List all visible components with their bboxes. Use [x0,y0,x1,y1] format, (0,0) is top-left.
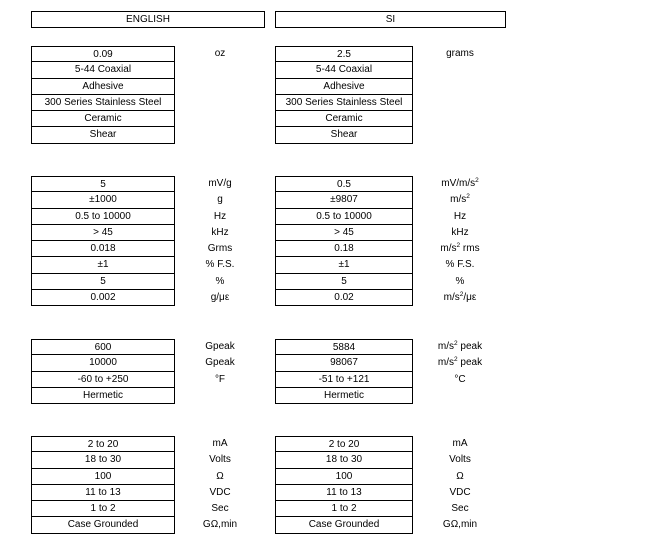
english-unit: mV/g [208,178,232,189]
english-value-cell: Shear [31,127,175,143]
spec-row [0,501,652,517]
spec-row [0,176,652,192]
spec-row [0,290,652,306]
spec-row [0,127,652,143]
spec-row [0,485,652,501]
si-unit: $m/s^2$ [450,193,470,206]
spec-row [0,339,652,355]
spec-row [0,46,652,62]
english-unit [180,388,260,404]
si-value-cell: 5-44 Coaxial [275,62,413,78]
si-value-cell: 0.18 [275,241,413,257]
english-value-cell: > 45 [31,225,175,241]
si-unit: Volts [449,454,471,466]
spec-row [0,95,652,111]
si-unit: Hz [453,210,467,222]
si-value-cell: 0.5 [275,176,413,192]
spec-group-physical [0,46,652,144]
spec-row [0,257,652,273]
si-value-cell: Adhesive [275,79,413,95]
spec-row [0,225,652,241]
spec-group-electrical [0,436,652,534]
english-value-cell: ±1 [31,257,175,273]
english-unit: kHz [211,226,229,238]
english-unit: % F.S. [205,259,235,271]
si-unit: GΩ,min [442,519,478,531]
english-unit: Ω [216,470,224,482]
english-value-cell: Hermetic [31,388,175,404]
si-unit: VDC [449,486,471,498]
english-value-cell: ±1000 [31,192,175,208]
si-value-cell: 300 Series Stainless Steel [275,95,413,111]
english-unit: Volts [209,454,231,466]
si-unit: $m/s^2$ peak [437,356,483,369]
si-unit: $m/s^2$ peak [437,340,483,352]
spec-row [0,79,652,95]
english-value-cell: 10000 [31,355,175,371]
english-value-cell: 1 to 2 [31,501,175,517]
si-unit: Sec [451,503,469,515]
si-unit: Ω [456,470,464,482]
si-value-cell: 98067 [275,355,413,371]
si-unit: % [455,275,465,287]
si-unit: mA [452,438,468,449]
si-value-cell: 100 [275,469,413,485]
english-unit: mA [212,438,228,449]
english-unit: Sec [211,503,229,515]
si-unit [420,62,500,78]
si-header: SI [275,11,506,28]
english-unit: % [215,275,225,287]
spec-row [0,452,652,468]
spec-row [0,355,652,371]
si-value-cell: Ceramic [275,111,413,127]
si-value-cell: 2.5 [275,46,413,62]
si-value-cell: 5884 [275,339,413,355]
english-value-cell: Ceramic [31,111,175,127]
english-unit: Grms [207,243,233,255]
si-value-cell: Hermetic [275,388,413,404]
spec-row [0,388,652,404]
english-header: ENGLISH [31,11,265,28]
english-value-cell: 5 [31,274,175,290]
si-unit [420,127,500,143]
si-unit [420,111,500,127]
si-value-cell: 11 to 13 [275,485,413,501]
english-value-cell: 600 [31,339,175,355]
si-unit [420,79,500,95]
english-unit: °F [214,373,226,385]
english-value-cell: 0.002 [31,290,175,306]
si-value-cell: 2 to 20 [275,436,413,452]
english-value-cell: 0.09 [31,46,175,62]
si-value-cell: 1 to 2 [275,501,413,517]
spec-row [0,274,652,290]
si-unit [420,388,500,404]
spec-row [0,372,652,388]
english-unit: GΩ,min [202,519,238,531]
english-value-cell: 18 to 30 [31,452,175,468]
english-unit [180,127,260,143]
si-unit: $m/s^2$ rms [440,242,480,255]
spec-row [0,209,652,225]
spec-group-performance [0,176,652,306]
english-value-cell: Adhesive [31,79,175,95]
si-value-cell: 18 to 30 [275,452,413,468]
english-value-cell: 0.018 [31,241,175,257]
spec-row [0,436,652,452]
si-value-cell: Shear [275,127,413,143]
spec-row [0,241,652,257]
si-unit: kHz [451,226,469,238]
english-value-cell: 2 to 20 [31,436,175,452]
english-unit: Hz [213,210,227,222]
si-unit [420,95,500,111]
spec-row [0,469,652,485]
english-value-cell: 300 Series Stainless Steel [31,95,175,111]
english-unit: Gpeak [205,357,235,369]
english-unit [180,79,260,95]
english-value-cell: -60 to +250 [31,372,175,388]
english-unit: g/με [210,292,230,304]
english-unit: Gpeak [205,341,235,352]
spec-row [0,111,652,127]
english-unit: g [217,194,223,206]
si-unit: % F.S. [445,259,475,271]
si-value-cell: ±1 [275,257,413,273]
spec-row [0,517,652,533]
spec-row [0,62,652,78]
english-value-cell: Case Grounded [31,517,175,533]
si-unit: °C [454,373,466,385]
si-unit: $m/s^2/\mu\varepsilon$ [443,291,477,304]
si-value-cell: 5 [275,274,413,290]
english-value-cell: 100 [31,469,175,485]
si-value-cell: 0.5 to 10000 [275,209,413,225]
si-value-cell: 0.02 [275,290,413,306]
si-unit: $mV/m/s^2$ [441,177,479,189]
english-value-cell: 5 [31,176,175,192]
si-value-cell: -51 to +121 [275,372,413,388]
english-value-cell: 5-44 Coaxial [31,62,175,78]
english-unit [180,62,260,78]
si-unit: grams [446,48,474,59]
si-value-cell: ±9807 [275,192,413,208]
english-value-cell: 0.5 to 10000 [31,209,175,225]
spec-group-environmental [0,339,652,404]
english-unit: VDC [209,486,231,498]
spec-row [0,192,652,208]
si-value-cell: > 45 [275,225,413,241]
english-unit [180,111,260,127]
english-value-cell: 11 to 13 [31,485,175,501]
english-unit: oz [214,48,226,59]
english-unit [180,95,260,111]
si-value-cell: Case Grounded [275,517,413,533]
